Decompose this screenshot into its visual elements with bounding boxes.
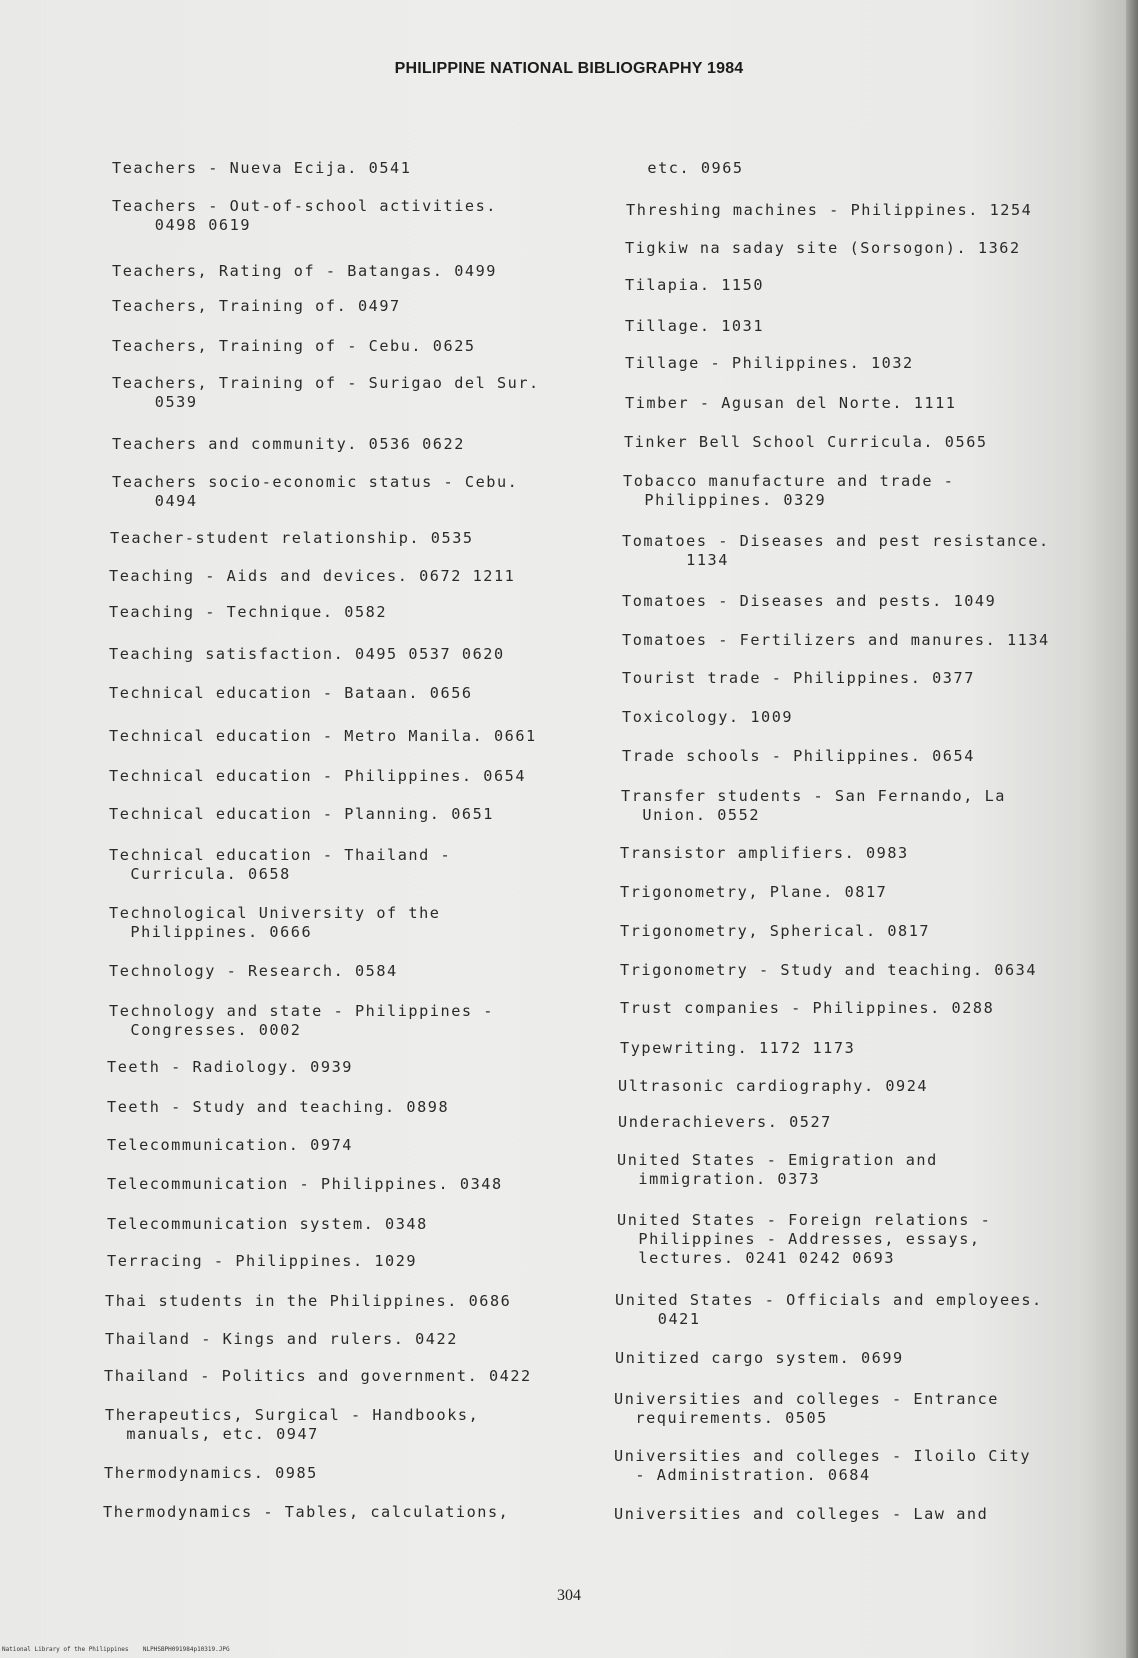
index-entry: Threshing machines - Philippines. 1254 [626, 201, 1033, 219]
index-entry: Thailand - Kings and rulers. 0422 [105, 1330, 458, 1348]
index-entry: Therapeutics, Surgical - Handbooks, manuals, etc. 0947 [105, 1406, 480, 1443]
index-entry: Teachers - Nueva Ecija. 0541 [112, 159, 412, 177]
index-entry: United States - Foreign relations - Philippines - Addresses, essays, lectures. 0241 0242 0693 [617, 1211, 992, 1267]
index-entry: Universities and colleges - Law and [614, 1505, 989, 1523]
index-entry: Technical education - Thailand - Curricula. 0658 [109, 846, 452, 883]
index-entry: Tinker Bell School Curricula. 0565 [624, 433, 988, 451]
index-entry: Teeth - Radiology. 0939 [107, 1058, 353, 1076]
index-entry: Thermodynamics. 0985 [104, 1464, 318, 1482]
index-entry: Thermodynamics - Tables, calculations, [103, 1503, 510, 1521]
index-entry: Teeth - Study and teaching. 0898 [107, 1098, 450, 1116]
index-entry: etc. 0965 [626, 159, 744, 177]
index-entry: Telecommunication. 0974 [107, 1136, 353, 1154]
index-entry: Timber - Agusan del Norte. 1111 [625, 394, 957, 412]
index-entry: Universities and colleges - Entrance requirements. 0505 [614, 1390, 999, 1427]
index-entry: Teachers socio-economic status - Cebu. 0494 [112, 473, 519, 510]
index-entry: Trust companies - Philippines. 0288 [620, 999, 995, 1017]
index-entry: Ultrasonic cardiography. 0924 [618, 1077, 929, 1095]
index-entry: Telecommunication - Philippines. 0348 [107, 1175, 503, 1193]
index-entry: Technological University of the Philippines. 0666 [109, 904, 441, 941]
index-entry: Thailand - Politics and government. 0422 [104, 1367, 532, 1385]
book-spine-shadow [1126, 0, 1138, 1658]
index-entry: Tillage. 1031 [625, 317, 765, 335]
page-header: PHILIPPINE NATIONAL BIBLIOGRAPHY 1984 [394, 60, 744, 77]
index-entry: Typewriting. 1172 1173 [620, 1039, 856, 1057]
index-entry: Tomatoes - Fertilizers and manures. 1134 [622, 631, 1050, 649]
scan-footer-note: National Library of the Philippines NLPHSBPH091984p10319.JPG [2, 1646, 230, 1653]
page-number: 304 [557, 1587, 581, 1604]
index-entry: United States - Officials and employees. 0421 [615, 1291, 1043, 1328]
index-entry: Technology and state - Philippines - Congresses. 0002 [109, 1002, 494, 1039]
index-entry: Tourist trade - Philippines. 0377 [622, 669, 975, 687]
index-entry: Trade schools - Philippines. 0654 [622, 747, 975, 765]
index-entry: Technology - Research. 0584 [109, 962, 398, 980]
index-entry: Universities and colleges - Iloilo City - Administration. 0684 [614, 1447, 1032, 1484]
index-entry: Trigonometry - Study and teaching. 0634 [620, 961, 1038, 979]
index-entry: Trigonometry, Spherical. 0817 [620, 922, 931, 940]
index-entry: Tomatoes - Diseases and pests. 1049 [622, 592, 997, 610]
index-entry: Teachers - Out-of-school activities. 0498 0619 [112, 197, 497, 234]
index-entry: Unitized cargo system. 0699 [615, 1349, 904, 1367]
index-entry: Teaching satisfaction. 0495 0537 0620 [109, 645, 505, 663]
index-entry: Technical education - Planning. 0651 [109, 805, 494, 823]
index-entry: Technical education - Metro Manila. 0661 [109, 727, 537, 745]
index-entry: Thai students in the Philippines. 0686 [105, 1292, 512, 1310]
index-entry: Teachers and community. 0536 0622 [112, 435, 465, 453]
index-entry: Underachievers. 0527 [618, 1113, 832, 1131]
index-entry: Tilapia. 1150 [625, 276, 765, 294]
index-entry: Tomatoes - Diseases and pest resistance. 1134 [622, 532, 1050, 569]
index-entry: Trigonometry, Plane. 0817 [620, 883, 888, 901]
index-entry: Teachers, Rating of - Batangas. 0499 [112, 262, 497, 280]
index-entry: Teaching - Aids and devices. 0672 1211 [109, 567, 516, 585]
index-entry: Terracing - Philippines. 1029 [107, 1252, 418, 1270]
index-entry: Toxicology. 1009 [622, 708, 794, 726]
index-entry: United States - Emigration and immigration. 0373 [617, 1151, 938, 1188]
index-entry: Tillage - Philippines. 1032 [625, 354, 914, 372]
index-entry: Technical education - Bataan. 0656 [109, 684, 473, 702]
index-entry: Teachers, Training of - Surigao del Sur. 0539 [112, 374, 540, 411]
index-entry: Teacher-student relationship. 0535 [110, 529, 474, 547]
index-entry: Tigkiw na saday site (Sorsogon). 1362 [625, 239, 1021, 257]
index-entry: Transistor amplifiers. 0983 [620, 844, 909, 862]
index-entry: Teachers, Training of. 0497 [112, 297, 401, 315]
index-entry: Teachers, Training of - Cebu. 0625 [112, 337, 476, 355]
index-entry: Teaching - Technique. 0582 [109, 603, 388, 621]
index-entry: Transfer students - San Fernando, La Union. 0552 [621, 787, 1006, 824]
index-entry: Telecommunication system. 0348 [107, 1215, 428, 1233]
index-entry: Technical education - Philippines. 0654 [109, 767, 527, 785]
index-entry: Tobacco manufacture and trade - Philippines. 0329 [623, 472, 955, 509]
